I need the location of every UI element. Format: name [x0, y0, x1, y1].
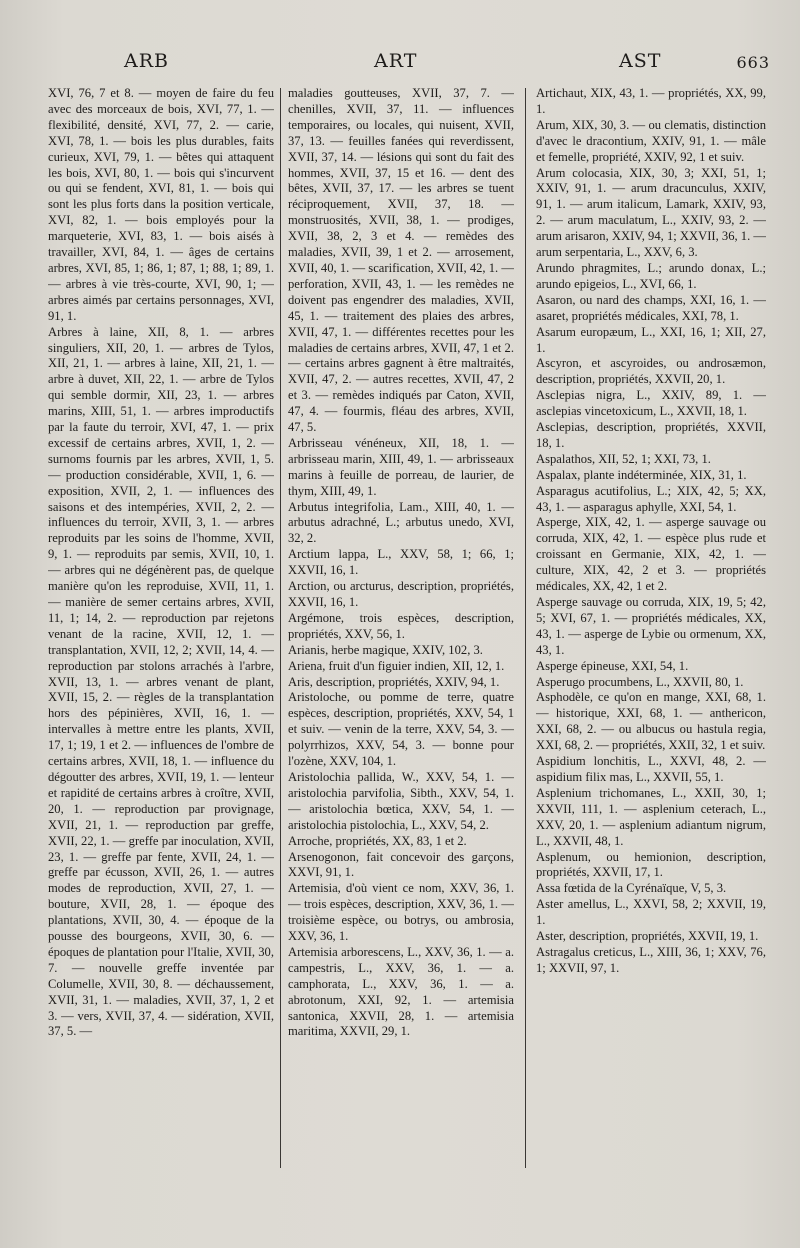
index-entry: Asclepias nigra, L., XXIV, 89, 1. — asclepias vincetoxicum, L., XXVII, 18, 1.	[536, 388, 766, 419]
index-entry: Asphodèle, ce qu'on en mange, XXI, 68, 1. — historique, XXI, 68, 1. — anthericon, XXI, 68, 2. — ou albucus ou hastula regia, XXI, 68, 2. — propriétés, XXII, 32, 1 et suiv.	[536, 690, 766, 753]
index-entry: Asplenum, ou hemionion, description, propriétés, XXVII, 17, 1.	[536, 849, 766, 880]
index-entry: Arbres à laine, XII, 8, 1. — arbres singuliers, XII, 20, 1. — arbres de Tylos, XII, 21, 1. — arbres à laine, XII, 21, 1. — arbre à duvet, XII, 22, 1. — arbre de Tylos qui semble dormir, XII, 23, 1. — arbres marins, XIII, 51, 1. — arbres improductifs par la faute du terroir, XVI, 47, 1. — prix excessif de certains arbres, XVII, 1, 2. — surnoms fournis par les arbres, XVII, 1, 5. — production considérable, XVII, 1, 6. — exposition, XVII, 2, 1. — influences des saisons et des intempéries, XVII, 2, 2. — influences du terroir, XVII, 3, 1. — arbres reproduits par les soins de l'homme, XVII, 9, 1. — reproduits par semis, XVII, 10, 1. — arbres qui ne dégénèrent pas, de quelque manière qu'on les reproduise, XVII, 11, 1. — manière de semer certains arbres, XVII, 11, 1; 14, 2. — reproduction par rejetons venant de la racine, XVII, 12, 1. — transplantation, XVII, 12, 2; XVII, 14, 4. — reproduction par stolons arrachés à l'arbre, XVII, 13, 1. — arbres venant de plant, XVII, 15, 2. — règles de la transplantation hors des pépinières, XVII, 16, 1. — intervalles à mettre entre les plants, XVII, 17, 1; 19, 1 et 2. — influences de l'ombre de certains arbres, XVII, 18, 1. — influence du dégoutter des arbres, XVII, 19, 1. — lenteur et rapidité de certains arbres à croître, XVII, 20, 1. — reproduction par provignage, XVII, 21, 1. — reproduction par greffe, XVII, 22, 1. — greffe par inoculation, XVII, 23, 1. — greffe par fente, XVII, 24, 1. — greffe par écusson, XVII, 26, 1. — autres modes de reproduction, XVII, 27, 1. — bouture, XVII, 28, 1. — époque des plantations, XVII, 30, 4. — époque de la pousse des bourgeons, XVII, 30, 6. — époques de plantation pour l'Italie, XVII, 30, 7. — nouvelle greffe inventée par Columelle, XVII, 30, 8. — déchaussement, XVII, 31, 1. — maladies, XVII, 37, 1, 2 et 3. — vers, XVII, 37, 4. — sidération, XVII, 37, 5. —	[48, 324, 274, 1039]
index-entry: Ascyron, et ascyroides, ou androsæmon, description, propriétés, XXVII, 20, 1.	[536, 356, 766, 387]
header-right-word: AST	[619, 50, 662, 72]
index-entry: Arroche, propriétés, XX, 83, 1 et 2.	[288, 833, 467, 848]
index-entry: Arundo phragmites, L.; arundo donax, L.; arundo epigeios, L., XVI, 66, 1.	[536, 260, 766, 291]
index-entry: Aster amellus, L., XXVI, 58, 2; XXVII, 19, 1.	[536, 897, 766, 928]
index-column-3	[536, 86, 766, 1200]
index-entry: Asaron, ou nard des champs, XXI, 16, 1. — asaret, propriétés médicales, XXI, 78, 1.	[536, 292, 766, 323]
index-entry: Asarum europæum, L., XXI, 16, 1; XII, 27, 1.	[536, 324, 766, 355]
index-column-1	[48, 86, 274, 1200]
index-entry: Artemisia arborescens, L., XXV, 36, 1. — a. campestris, L., XXV, 36, 1. — a. camphorata, L., XXV, 36, 1. — a. abrotonum, XXI, 92, 1. — artemisia santonica, XXVII, 28, 1. — artemisia maritima, XXVII, 29, 1.	[288, 944, 514, 1039]
page-number: 663	[736, 53, 770, 72]
index-entry: Artemisia, d'où vient ce nom, XXV, 36, 1. — trois espèces, description, XXV, 36, 1. — troisième espèce, ou botrys, ou ambrosia, XXV, 36, 1.	[288, 881, 514, 944]
index-entry: Arum colocasia, XIX, 30, 3; XXI, 51, 1; XXIV, 91, 1. — arum dracunculus, XXIV, 91, 1. — arum italicum, Lamark, XXIV, 93, 2. — arum maculatum, L., XXIV, 93, 2. — arum arisaron, XXIV, 94, 1; XXVII, 36, 1. — arum serpentaria, L., XXV, 6, 3.	[536, 165, 766, 260]
column-divider	[280, 88, 281, 1168]
index-entry: Arbrisseau vénéneux, XII, 18, 1. — arbrisseau marin, XIII, 49, 1. — arbrisseaux marins à feuille de porreau, de laurier, de thym, XIII, 49, 1.	[288, 435, 514, 498]
index-column-2	[288, 86, 514, 1200]
header-middle-word: ART	[374, 50, 418, 72]
index-entry: Asparagus acutifolius, L.; XIX, 42, 5; XX, 43, 1. — asparagus aphylle, XXI, 54, 1.	[536, 483, 766, 514]
column-divider	[525, 88, 526, 1168]
index-entry: Arum, XIX, 30, 3. — ou clematis, distinction d'avec le dracontium, XXIV, 91, 1. — mâle et femelle, propriété, XXIV, 92, 1 et suiv.	[536, 117, 766, 164]
index-entry: XVI, 76, 7 et 8. — moyen de faire du feu avec des morceaux de bois, XVI, 77, 1. — flexibilité, densité, XVI, 77, 2. — carie, XVI, 78, 1. — bois les plus durables, faits curieux, XVI, 79, 1. — bêtes qui attaquent les bois, XVI, 80, 1. — bois qui s'incurvent ou qui se fendent, XVI, 81, 1. — bois qui sont les plus forts dans la position verticale, XVI, 82, 1. — bois employés pour la marqueterie, XVI, 83, 1. — bois aisés à travailler, XVI, 84, 1. — âges de certains arbres, XVI, 85, 1; 86, 1; 87, 1; 88, 1; 89, 1. — arbres à vie très-courte, XVI, 90, 1; — arbres aimés par certains personnages, XVI, 91, 1.	[48, 86, 274, 323]
index-entry: Aster, description, propriétés, XXVII, 19, 1.	[536, 929, 759, 944]
index-entry: Asperugo procumbens, L., XXVII, 80, 1.	[536, 674, 744, 689]
index-entry: Aristoloche, ou pomme de terre, quatre espèces, description, propriétés, XXV, 54, 1 et suiv. — venin de la terre, XXV, 54, 3. — polyrrhizos, XXV, 54, 3. — bonne pour l'ozène, XXV, 104, 1.	[288, 690, 514, 769]
index-entry: Ariena, fruit d'un figuier indien, XII, 12, 1.	[288, 658, 505, 673]
index-entry: Aspidium lonchitis, L., XXVI, 48, 2. — aspidium filix mas, L., XXVII, 55, 1.	[536, 754, 766, 784]
index-entry: Arianis, herbe magique, XXIV, 102, 3.	[288, 642, 483, 657]
index-entry: Argémone, trois espèces, description, propriétés, XXV, 56, 1.	[288, 610, 514, 641]
running-header	[44, 50, 770, 80]
index-entry: Arsenogonon, fait concevoir des garçons, XXVI, 91, 1.	[288, 849, 514, 880]
index-entry: Asplenium trichomanes, L., XXII, 30, 1; XXVII, 111, 1. — asplenium ceterach, L., XXV, 20, 1. — asplenium adiantum nigrum, L., XXVII, 48, 1.	[536, 785, 766, 848]
index-entry: Asperge sauvage ou corruda, XIX, 19, 5; 42, 5; XVI, 67, 1. — propriétés médicales, XX, 43, 1. — asperge de Lybie ou ormenum, XX, 43, 1.	[536, 595, 766, 657]
index-entry: Arctium lappa, L., XXV, 58, 1; 66, 1; XXVII, 16, 1.	[288, 547, 514, 578]
index-entry: Aspalax, plante indéterminée, XIX, 31, 1.	[536, 467, 747, 482]
index-entry: Aspalathos, XII, 52, 1; XXI, 73, 1.	[536, 451, 711, 466]
index-entry: Aris, description, propriétés, XXIV, 94, 1.	[288, 674, 500, 689]
index-entry: Assa fœtida de la Cyrénaïque, V, 5, 3.	[536, 881, 727, 896]
index-entry: Asperge, XIX, 42, 1. — asperge sauvage ou corruda, XIX, 42, 1. — espèce plus rude et croissant en Germanie, XIX, 42, 1. — culture, XIX, 42, 2 et 3. — propriétés médicales, XX, 42, 1 et 2.	[536, 515, 766, 594]
header-left-word: ARB	[124, 50, 169, 72]
index-entry: Asperge épineuse, XXI, 54, 1.	[536, 658, 689, 673]
index-entry: maladies goutteuses, XVII, 37, 7. — chenilles, XVII, 37, 11. — influences temporaires, ou locales, qui nuisent, XVII, 37, 13. — feuilles fanées qui reverdissent, XVII, 37, 14. — lésions qui sont du fait des hommes, XVII, 37, 15 et 16. — dent des bêtes, XVII, 37, 17. — les arbres se tuent réciproquement, XVII, 37, 18. — monstruosités, XVII, 38, 1. — prodiges, XVII, 38, 2, 3 et 4. — remèdes des maladies, XVII, 39, 1 et 2. — arrosement, XVII, 40, 1. — scarification, XVII, 42, 1. — perforation, XVII, 43, 1. — les remèdes ne doivent pas engendrer des maladies, XVII, 45, 1. — traitement des plaies des arbres, XVII, 47, 1. — différentes recettes pour les maladies de certains arbres, XVII, 47, 1 et 2. — certains arbres gagnent à être maltraités, XVII, 47, 2. — autres recettes, XVII, 47, 2 et 3. — remèdes indiqués par Caton, XVII, 47, 4. — fourmis, fléau des arbres, XVII, 47, 5.	[288, 86, 514, 435]
index-entry: Artichaut, XIX, 43, 1. — propriétés, XX, 99, 1.	[536, 86, 766, 116]
index-entry: Arction, ou arcturus, description, propriétés, XXVII, 16, 1.	[288, 579, 514, 609]
index-entry: Astragalus creticus, L., XIII, 36, 1; XXV, 76, 1; XXVII, 97, 1.	[536, 944, 766, 975]
index-entry: Arbutus integrifolia, Lam., XIII, 40, 1. — arbutus adrachné, L.; arbutus unedo, XVI, 32, 2.	[288, 499, 514, 546]
index-entry: Aristolochia pallida, W., XXV, 54, 1. — aristolochia parvifolia, Sibth., XXV, 54, 1. — aristolochia bœtica, XXV, 54, 1. — aristolochia pistolochia, L., XXV, 54, 2.	[288, 769, 514, 832]
index-entry: Asclepias, description, propriétés, XXVII, 18, 1.	[536, 420, 766, 450]
